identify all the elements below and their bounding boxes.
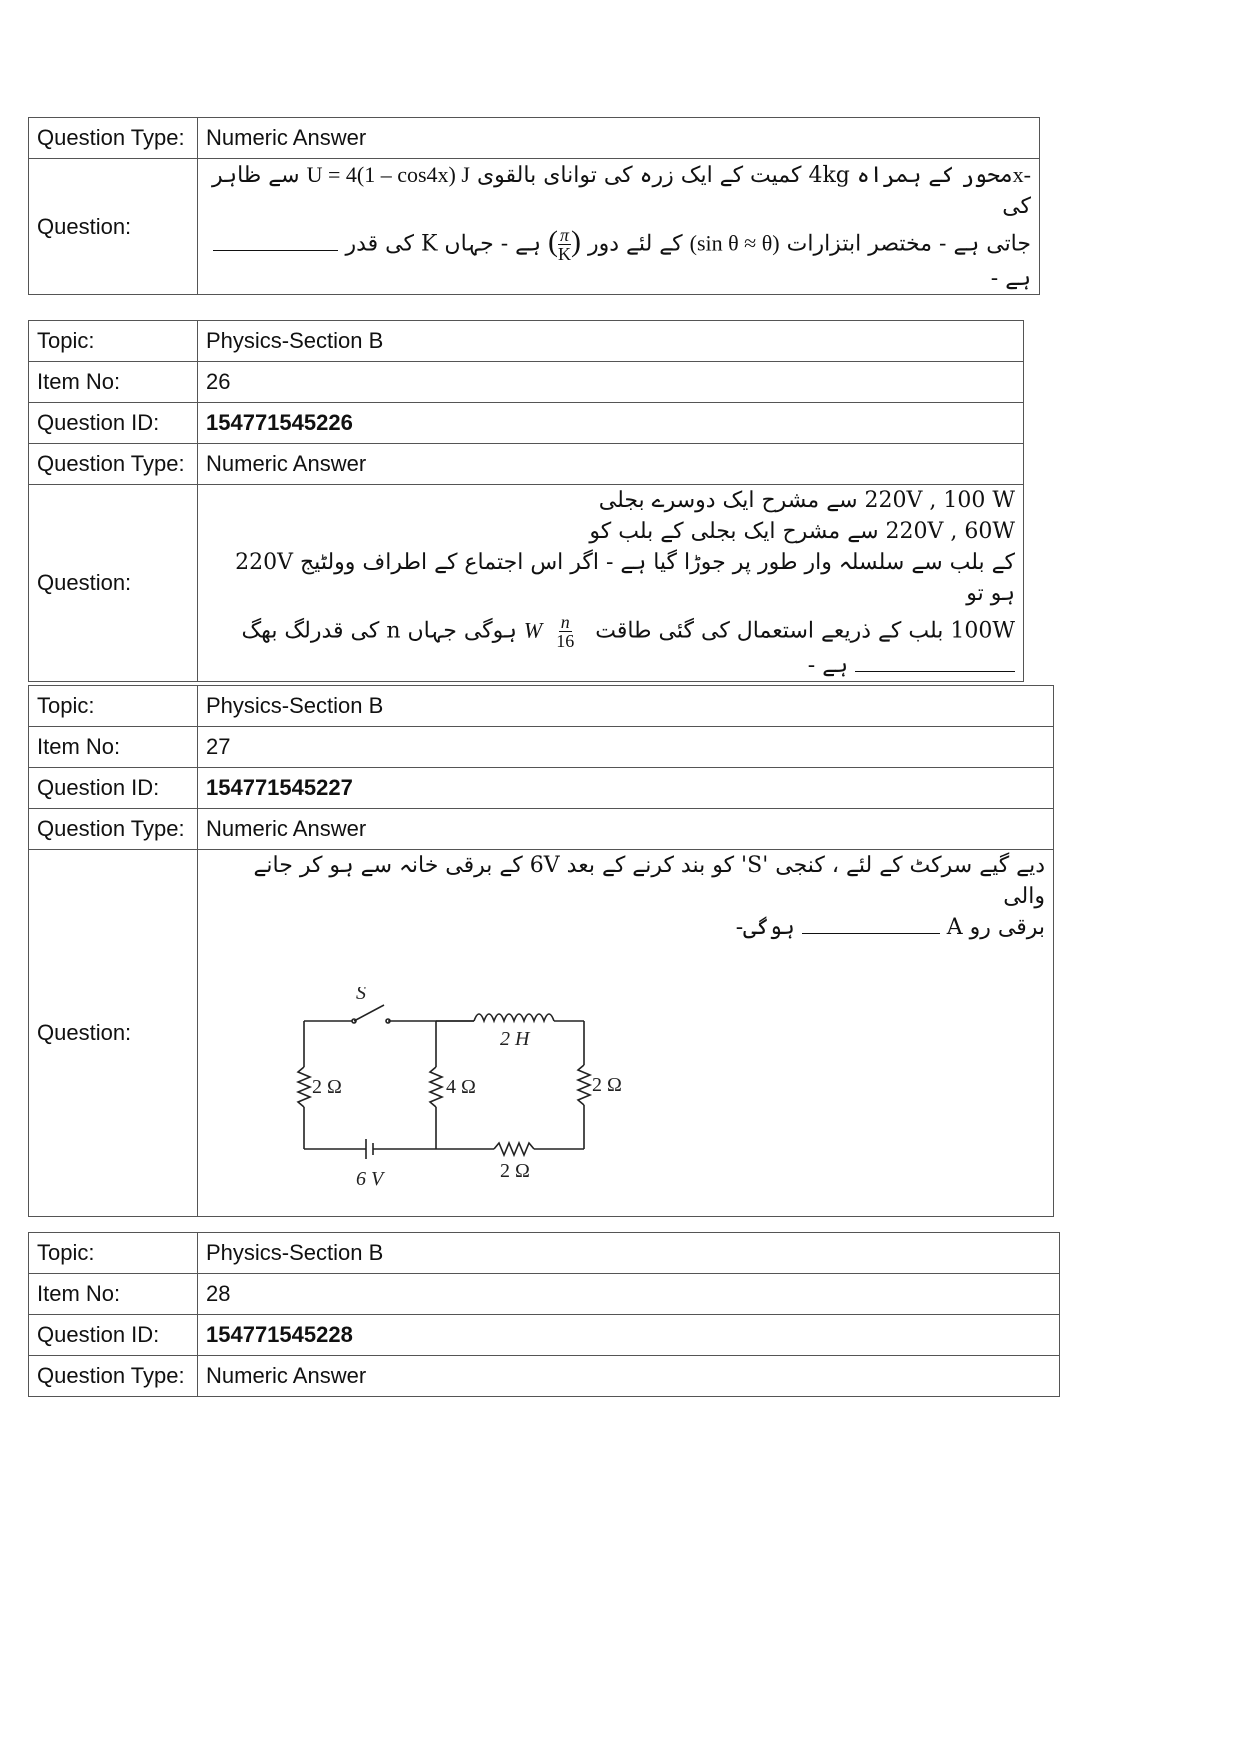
potential-formula: U = 4(1 – cos4x) J	[306, 162, 470, 187]
circuit-diagram	[296, 987, 1045, 1216]
question-fragment: جاتی ہے - مختصر ابتزارات	[786, 231, 1031, 257]
resistor-bottom	[494, 1143, 534, 1155]
question-line	[206, 650, 1015, 681]
resistor-left	[298, 1067, 310, 1107]
fraction-denominator: 16	[556, 631, 575, 651]
row-question	[29, 485, 1024, 682]
row-item-no	[29, 727, 1054, 768]
resistor-left-label: 2 Ω	[312, 1076, 342, 1098]
question-type-value: Numeric Answer	[198, 809, 1054, 850]
question-line	[206, 547, 1015, 609]
topic-label: Topic:	[29, 686, 198, 727]
row-item-no	[29, 362, 1024, 403]
question-line	[206, 912, 1045, 943]
row-item-no	[29, 1274, 1060, 1315]
topic-label: Topic:	[29, 321, 198, 362]
row-question-type	[29, 1356, 1060, 1397]
fraction-denominator: K	[557, 244, 571, 264]
question-fragment: برقی رو A	[946, 915, 1045, 940]
question-fragment: ہوگی-	[735, 915, 795, 940]
answer-blank	[802, 933, 940, 934]
question-id-label: Question ID:	[29, 1315, 198, 1356]
question-type-value: Numeric Answer	[198, 118, 1040, 159]
resistor-right	[578, 1065, 590, 1105]
question-block-28	[28, 1232, 1060, 1397]
question-fragment: ہے -	[990, 266, 1031, 291]
power-fraction	[556, 613, 574, 650]
topic-label: Topic:	[29, 1233, 198, 1274]
question-block-25	[28, 117, 1040, 295]
question-id-label: Question ID:	[29, 403, 198, 444]
question-label: Question:	[29, 850, 198, 1217]
row-question-type	[29, 118, 1040, 159]
period-fraction: ( $\frac{\pi}{K}$ )	[547, 225, 581, 264]
question-fragment: دیے گیے سرکٹ کے لئے ، کنجی 'S' کو بند کرنے کے بعد 6V کے برقی خانہ سے ہو کر جانے والی	[253, 853, 1045, 909]
question-fragment: ہے - جہاں K کی قدر	[345, 231, 541, 257]
approx-formula: (sin θ ≈ θ)	[689, 230, 780, 256]
topic-value: Physics-Section B	[198, 686, 1054, 727]
question-type-label: Question Type:	[29, 809, 198, 850]
item-no-label: Item No:	[29, 727, 198, 768]
question-type-label: Question Type:	[29, 444, 198, 485]
circuit-svg	[296, 987, 716, 1207]
resistor-middle	[430, 1067, 442, 1107]
row-topic	[29, 1233, 1060, 1274]
question-id-label: Question ID:	[29, 768, 198, 809]
inductor-label: 2 H	[500, 1028, 530, 1050]
resistor-bottom-label: 2 Ω	[500, 1160, 530, 1182]
question-line	[206, 226, 1031, 263]
row-question	[29, 850, 1054, 1217]
row-question-id	[29, 768, 1054, 809]
row-question-id	[29, 403, 1024, 444]
question-type-label: Question Type:	[29, 1356, 198, 1397]
row-question	[29, 159, 1040, 295]
fraction-unit: W	[523, 617, 543, 643]
item-no-value: 28	[198, 1274, 1060, 1315]
topic-value: Physics-Section B	[198, 321, 1024, 362]
resistor-right-label: 2 Ω	[592, 1074, 622, 1096]
question-type-value: Numeric Answer	[198, 444, 1024, 485]
question-id-value: 154771545226	[198, 403, 1024, 444]
inductor-coil	[474, 1014, 554, 1021]
question-label: Question:	[29, 159, 198, 295]
item-no-value: 27	[198, 727, 1054, 768]
question-fragment: ہے -	[807, 653, 848, 678]
question-block-27	[28, 685, 1054, 1217]
question-line	[206, 159, 1031, 222]
question-fragment: 220V , 100 W سے مشرح ایک دوسرے بجلی	[598, 488, 1015, 513]
question-fragment: کے لئے دور	[588, 231, 683, 257]
question-id-value: 154771545227	[198, 768, 1054, 809]
question-type-label: Question Type:	[29, 118, 198, 159]
topic-value: Physics-Section B	[198, 1233, 1060, 1274]
switch-blade	[354, 1005, 384, 1021]
question-text	[198, 485, 1024, 682]
question-text	[198, 850, 1054, 1217]
question-fragment: 220V , 60W سے مشرح ایک بجلی کے بلب کو	[589, 519, 1015, 544]
question-fragment: کے بلب سے سلسلہ وار طور پر جوڑا گیا ہے - اگر اس اجتماع کے اطراف وولٹیج 220V ہو تو	[235, 550, 1015, 606]
question-block-26	[28, 320, 1024, 682]
axis-prefix: x-	[1012, 162, 1031, 187]
switch-label: S	[356, 987, 366, 1004]
answer-blank	[213, 250, 338, 251]
row-topic	[29, 686, 1054, 727]
question-label: Question:	[29, 485, 198, 682]
item-no-value: 26	[198, 362, 1024, 403]
question-line	[206, 613, 1015, 650]
answer-blank	[855, 671, 1015, 672]
row-question-type	[29, 444, 1024, 485]
item-no-label: Item No:	[29, 1274, 198, 1315]
fraction-numerator: n	[560, 612, 570, 632]
question-text	[198, 159, 1040, 295]
row-question-type	[29, 809, 1054, 850]
battery-label: 6 V	[356, 1168, 384, 1190]
question-line	[206, 485, 1015, 516]
question-fragment: ہوگی جہاں n کی قدرلگ بھگ	[241, 618, 517, 644]
resistor-middle-label: 4 Ω	[446, 1076, 476, 1098]
question-line	[206, 516, 1015, 547]
question-fragment: سے ظاہر کی	[212, 163, 1031, 219]
row-question-id	[29, 1315, 1060, 1356]
question-fragment: 100W بلب کے ذریعے استعمال کی گئی طاقت	[595, 618, 1015, 644]
question-line	[206, 850, 1045, 912]
question-type-value: Numeric Answer	[198, 1356, 1060, 1397]
item-no-label: Item No:	[29, 362, 198, 403]
question-id-value: 154771545228	[198, 1315, 1060, 1356]
question-line	[206, 263, 1031, 294]
row-topic	[29, 321, 1024, 362]
fraction-numerator: π	[559, 225, 569, 245]
question-fragment: محور کے ہمراہ 4kg کمیت کے ایک زرہ کی توانای بالقوی	[476, 163, 1013, 188]
